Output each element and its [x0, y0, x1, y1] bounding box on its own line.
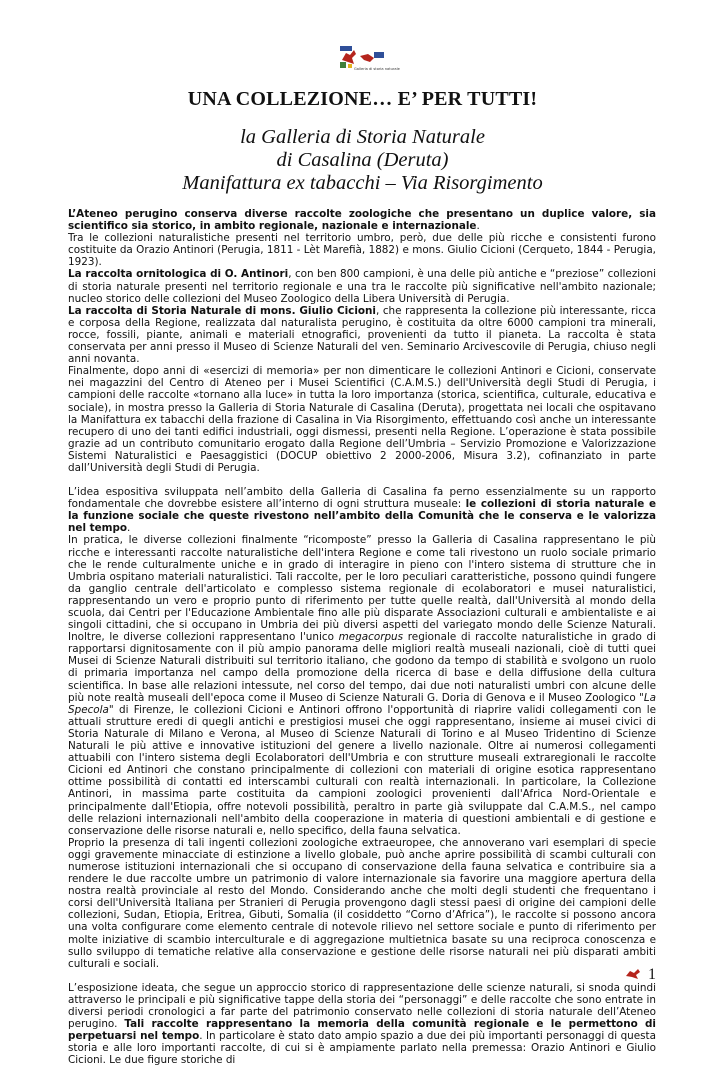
subtitle-line-2: di Casalina (Deruta)	[276, 149, 449, 171]
logo-text: Galleria di storia naturale	[354, 67, 400, 71]
document-body	[68, 208, 656, 1066]
paragraph-collections: Tra le collezioni naturalistiche presenti nel territorio umbro, però, due delle più ricche e consistenti furono costituite da Orazio Antinori (Perugia, 1811 - Lèt Marefià, 1882) e mons. Giulio Cicioni (Cerqueto, 1844 - Perugia, 1923).	[68, 232, 656, 269]
subtitle-line-3: Manifattura ex tabacchi – Via Risorgimento	[182, 172, 543, 194]
paragraph-presenza: Proprio la presenza di tali ingenti collezioni zoologiche extraeuropee, che annoverano vari esemplari di specie oggi gravemente minacciate di estinzione a livello globale, può anche aprire possibilità di scambi culturali con numerose istituzioni internazionali che si occupano di conservazione della fauna selvatica e contribuire sia a rendere le due raccolte umbre un patrimonio di valore internazionale sia favorire una maggiore apertura della nostra realtà provinciale al resto del Mondo. Considerando anche che molti degli studenti che frequentano i corsi dell'Università Italiana per Stranieri di Perugia provengono dagli stessi paesi di origine dei campioni delle collezioni, Sudan, Etiopia, Eritrea, Gibuti, Somalia (il cosiddetto “Corno d’Africa”), le raccolte si possono ancora una volta configurare come elemento centrale di notevole rilievo nel settore sociale e punto di riferimento per molte iniziative di scambio interculturale e di aggregazione multietnica basate su una reciproca conoscenza e sullo sviluppo di tematiche relative alla conservazione e gestione delle risorse naturali nei più disparati ambiti culturali e sociali.	[68, 836, 656, 970]
galleria-logo	[334, 44, 400, 78]
paragraph-antinori: La raccolta ornitologica di O. Antinori, con ben 800 campioni, è una delle più antiche e “preziose” collezioni di storia naturale presenti nel territorio regionale e una tra le raccolte più significative nell'ambito nazionale; nucleo storico delle collezioni del Museo Zoologico della Libera Università di Perugia.	[68, 268, 656, 305]
paragraph-intro: L’Ateneo perugino conserva diverse raccolte zoologiche che presentano un duplice valore, sia scientifico sia storico, in ambito regionale, nazionale e internazionale.	[68, 208, 656, 233]
subtitle-line-1: la Galleria di Storia Naturale	[240, 126, 485, 148]
main-title: UNA COLLEZIONE… E’ PER TUTTI!	[187, 88, 538, 110]
footer-logo-icon	[624, 968, 644, 980]
paragraph-pratica: In pratica, le diverse collezioni finalmente “ricomposte” presso la Galleria di Casalina rappresentano le più ricche e interessanti raccolte naturalistiche dell'intera Regione e come tali rivestono un ruolo sociale primario che le rende culturalmente uniche e in grado di interagire in pieno con l'intero sistema di strutture che in Umbria ospitano materiali naturalistici. Tali raccolte, per le loro peculiari caratteristiche, possono quindi fungere da ganglio centrale dell'articolato e complesso sistema regionale di ecolaboratori e musei naturalistici, rappresentando un vero e proprio punto di riferimento per tutte quelle realtà, dall'Università al mondo della scuola, dai Centri per l'Educazione Ambientale fino alle più disparate Associazioni culturali e ambientaliste e ai singoli cittadini, che si occupano in Umbria dei più diversi aspetti del variegato mondo delle Scienze Naturali. Inoltre, le diverse collezioni rappresentano l'unico megacorpus regionale di raccolte naturalistiche in grado di rapportarsi dignitosamente con il più ampio panorama delle migliori realtà museali nazionali, cioè di tutti quei Musei di Scienze Naturali distribuiti sul territorio italiano, che godono da tempo di stabilità e svolgono un ruolo di primaria importanza nel campo della promozione della ricerca di base e della diffusione della cultura scientifica. In base alle relazioni intessute, nel corso del tempo, dai due noti naturalisti umbri con alcune delle più note realtà museali dell'epoca come il Museo di Scienze Naturali G. Doria di Genova e il Museo Zoologico "La Specola" di Firenze, le collezioni Cicioni e Antinori offrono l'opportunità di riaprire validi collegamenti con le attuali strutture eredi di quegli antichi e prestigiosi musei che oggi rappresentano, insieme ai musei civici di Storia Naturale di Milano e Verona, al Museo di Scienze Naturali di Torino e al Museo Tridentino di Scienze Naturali le più attive e innovative istituzioni del genere a livello nazionale. Oltre ai numerosi collegamenti attuabili con l'intero sistema degli Ecolaboratori dell'Umbria e con strutture museali extraregionali le raccolte Cicioni ed Antinori che constano principalmente di collezioni con materiali di origine esotica rappresentano ottime possibilità di contatti ed interscambi culturali con realtà internazionali. In particolare, la Collezione Antinori, in massima parte costituita da campioni zoologici provenienti dall'Africa Nord-Orientale e principalmente dall'Etiopia, offre notevoli possibilità, peraltro in parte già sviluppate dal C.A.M.S., nel campo delle relazioni internazionali nell'ambito della cooperazione in materia di questioni ambientali e di gestione e conservazione delle risorse naturali e, nello specifico, della fauna selvatica.	[68, 534, 656, 837]
paragraph-esposizione: L’esposizione ideata, che segue un approccio storico di rappresentazione delle scienze naturali, si snoda quindi attraverso le principali e più significative tappe della storia dei “personaggi” e delle raccolte che sono entrate in diversi periodi cronologici a far parte del patrimonio conservato nelle collezioni di storia naturale dell’Ateneo perugino. Tali raccolte rappresentano la memoria della comunità regionale e le permettono di perpetuarsi nel tempo. In particolare è stato dato ampio spazio a due dei più importanti personaggi di questa storia e alle loro importanti raccolte, di cui si è ampiamente parlato nella premessa: Orazio Antinori e Giulio Cicioni. Le due figure storiche di	[68, 981, 656, 1066]
page-number: 1	[648, 966, 656, 983]
subtitle-block	[0, 126, 725, 195]
paragraph-idea: L’idea espositiva sviluppata nell’ambito della Galleria di Casalina fa perno essenzialmente su un rapporto fondamentale che dovrebbe esistere all’interno di ogni struttura museale: le collezioni di storia naturale e la funzione sociale che queste rivestono nell’ambito della Comunità che le conserva e le valorizza nel tempo.	[68, 486, 656, 535]
paragraph-cicioni: La raccolta di Storia Naturale di mons. Giulio Cicioni, che rappresenta la collezione più interessante, ricca e corposa della Regione, realizzata dal naturalista perugino, è costituita da oltre 6000 campioni tra minerali, rocce, fossili, piante, animali e materiali etnografici, provenienti da tutto il pianeta. La raccolta è stata conservata per anni presso il Museo di Scienze Naturali del ven. Seminario Arcivescovile di Perugia, chiuso negli anni novanta.	[68, 304, 656, 366]
paragraph-finalmente: Finalmente, dopo anni di «esercizi di memoria» per non dimenticare le collezioni Antinori e Cicioni, conservate nei magazzini del Centro di Ateneo per i Musei Scientifici (C.A.M.S.) dell'Università degli Studi di Perugia, i campioni delle raccolte «tornano alla luce» in tutta la loro importanza (storica, scientifica, culturale, educativa e sociale), in mostra presso la Galleria di Storia Naturale di Casalina (Deruta), progettata nei locali che ospitavano la Manifattura ex tabacchi della frazione di Casalina in Via Risorgimento, effettuando così anche un interessante recupero di uno dei tanti edifici industriali, oggi dismessi, presenti nella Regione. L’operazione è stata possibile grazie ad un contributo comunitario erogato dalla Regione dell’Umbria – Servizio Promozione e Valorizzazione Sistemi Naturalistici e Paesaggistici (DOCUP obiettivo 2 2000-2006, Misura 3.2), cofinanziato in parte dall’Università degli Studi di Perugia.	[68, 365, 656, 474]
